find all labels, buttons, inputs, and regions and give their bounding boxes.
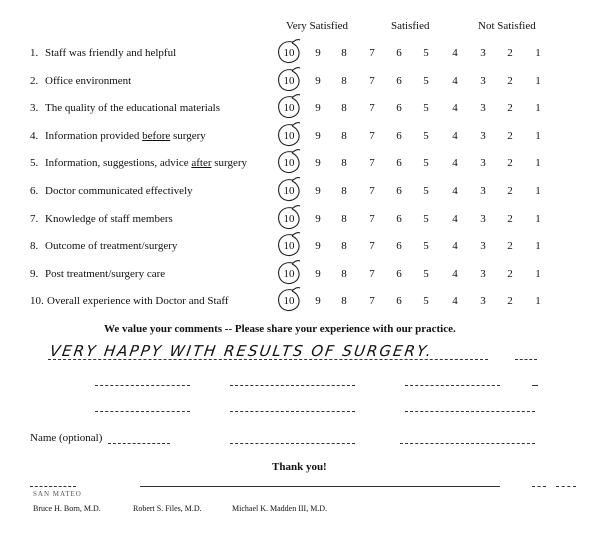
header-not-satisfied: Not Satisfied <box>478 20 536 32</box>
rating-option[interactable]: 6 <box>396 240 402 252</box>
rating-option[interactable]: 8 <box>341 213 347 225</box>
rating-option[interactable]: 1 <box>535 240 541 252</box>
question-number: 4. <box>30 130 39 142</box>
rating-option[interactable]: 9 <box>315 240 321 252</box>
rating-option[interactable]: 9 <box>315 130 321 142</box>
comment-line <box>48 359 488 360</box>
selected-circle-mark <box>271 286 305 316</box>
question-number: 1. <box>30 47 39 59</box>
rating-option[interactable]: 2 <box>507 157 513 169</box>
rating-option[interactable]: 9 <box>315 157 321 169</box>
rating-option[interactable]: 5 <box>423 295 429 307</box>
rating-option[interactable]: 2 <box>507 240 513 252</box>
header-satisfied: Satisfied <box>391 20 430 32</box>
rating-option[interactable]: 5 <box>423 213 429 225</box>
rating-option[interactable]: 9 <box>315 295 321 307</box>
comment-line <box>95 411 190 412</box>
footer-line <box>532 486 546 487</box>
rating-option[interactable]: 7 <box>369 75 375 87</box>
rating-option[interactable]: 2 <box>507 102 513 114</box>
question-text-emphasis: before <box>142 130 171 142</box>
rating-option[interactable]: 8 <box>341 130 347 142</box>
rating-option[interactable]: 1 <box>535 157 541 169</box>
comment-line <box>230 411 355 412</box>
rating-option[interactable]: 2 <box>507 213 513 225</box>
rating-option[interactable]: 6 <box>396 213 402 225</box>
handwritten-comment: VERY HAPPY WITH RESULTS OF SURGERY. <box>48 342 435 360</box>
rating-option[interactable]: 5 <box>423 268 429 280</box>
footer-line <box>556 486 576 487</box>
rating-option[interactable]: 5 <box>423 240 429 252</box>
rating-option[interactable]: 3 <box>480 157 486 169</box>
practice-name: SAN MATEO <box>33 490 82 498</box>
rating-option[interactable]: 8 <box>341 157 347 169</box>
rating-option[interactable]: 7 <box>369 130 375 142</box>
rating-option[interactable]: 1 <box>535 130 541 142</box>
rating-option[interactable]: 1 <box>535 47 541 59</box>
rating-option[interactable]: 9 <box>315 102 321 114</box>
rating-option[interactable]: 3 <box>480 268 486 280</box>
selected-circle-mark <box>271 121 305 151</box>
thank-you-text: Thank you! <box>272 461 327 473</box>
rating-option[interactable]: 4 <box>452 47 458 59</box>
rating-option[interactable]: 10 <box>283 47 295 59</box>
question-text-part: Information provided <box>45 130 143 142</box>
selected-circle-mark <box>271 204 305 234</box>
comment-line <box>532 385 538 386</box>
comment-line <box>95 385 190 386</box>
rating-option[interactable]: 10 <box>283 295 295 307</box>
rating-option[interactable]: 3 <box>480 130 486 142</box>
selected-circle-mark <box>271 231 305 261</box>
question-number: 8. <box>30 240 39 252</box>
comment-line <box>515 359 537 360</box>
question-text: Overall experience with Doctor and Staff <box>47 295 229 307</box>
rating-option[interactable]: 10 <box>283 185 295 197</box>
rating-option[interactable]: 8 <box>341 47 347 59</box>
question-text <box>45 130 206 142</box>
question-number: 5. <box>30 157 39 169</box>
question-text-emphasis: after <box>191 157 212 169</box>
rating-option[interactable]: 6 <box>396 75 402 87</box>
question-text-part: surgery <box>211 157 248 169</box>
rating-option[interactable]: 9 <box>315 268 321 280</box>
rating-option[interactable]: 6 <box>396 295 402 307</box>
comments-prompt: We value your comments -- Please share your experience with our practice. <box>104 323 456 335</box>
rating-option[interactable]: 7 <box>369 295 375 307</box>
rating-option[interactable]: 9 <box>315 75 321 87</box>
rating-option[interactable]: 6 <box>396 268 402 280</box>
rating-option[interactable]: 4 <box>452 157 458 169</box>
rating-option[interactable]: 3 <box>480 240 486 252</box>
rating-option[interactable]: 9 <box>315 47 321 59</box>
rating-option[interactable]: 4 <box>452 268 458 280</box>
question-number: 9. <box>30 268 39 280</box>
rating-option[interactable]: 3 <box>480 185 486 197</box>
selected-circle-mark <box>271 66 305 96</box>
rating-option[interactable]: 3 <box>480 47 486 59</box>
rating-option[interactable]: 3 <box>480 75 486 87</box>
rating-option[interactable]: 7 <box>369 102 375 114</box>
rating-option[interactable]: 1 <box>535 75 541 87</box>
rating-option[interactable]: 3 <box>480 102 486 114</box>
name-label: Name (optional) <box>30 432 103 444</box>
doctor-name: Michael K. Madden III, M.D. <box>232 504 328 513</box>
rating-option[interactable]: 7 <box>369 240 375 252</box>
question-text-part: surgery <box>170 130 206 142</box>
rating-option[interactable]: 9 <box>315 185 321 197</box>
rating-option[interactable]: 4 <box>452 185 458 197</box>
rating-option[interactable]: 1 <box>535 102 541 114</box>
question-text: Office environment <box>45 75 132 87</box>
doctor-name: Robert S. Files, M.D. <box>133 504 202 513</box>
rating-option[interactable]: 10 <box>283 213 295 225</box>
name-line <box>108 443 170 444</box>
rating-option[interactable]: 1 <box>535 268 541 280</box>
rating-option[interactable]: 7 <box>369 185 375 197</box>
rating-option[interactable]: 5 <box>423 47 429 59</box>
rating-option[interactable]: 5 <box>423 102 429 114</box>
rating-option[interactable]: 8 <box>341 75 347 87</box>
rating-option[interactable]: 2 <box>507 75 513 87</box>
rating-option[interactable]: 4 <box>452 240 458 252</box>
rating-option[interactable]: 6 <box>396 47 402 59</box>
rating-option[interactable]: 1 <box>535 213 541 225</box>
header-very-satisfied: Very Satisfied <box>286 20 349 32</box>
rating-option[interactable]: 8 <box>341 102 347 114</box>
rating-option[interactable]: 1 <box>535 185 541 197</box>
rating-option[interactable]: 10 <box>283 240 295 252</box>
rating-option[interactable]: 2 <box>507 185 513 197</box>
question-number: 10. <box>30 295 44 307</box>
selected-circle-mark <box>271 93 305 123</box>
selected-circle-mark <box>271 176 305 206</box>
rating-option[interactable]: 1 <box>535 295 541 307</box>
question-text: Knowledge of staff members <box>45 213 173 225</box>
rating-option[interactable]: 10 <box>283 157 295 169</box>
rating-option[interactable]: 7 <box>369 268 375 280</box>
question-text-part: Information, suggestions, advice <box>45 157 192 169</box>
rating-option[interactable]: 6 <box>396 185 402 197</box>
footer-line <box>140 486 500 487</box>
name-line <box>230 443 355 444</box>
question-number: 6. <box>30 185 39 197</box>
rating-option[interactable]: 10 <box>283 75 295 87</box>
rating-option[interactable]: 2 <box>507 47 513 59</box>
rating-option[interactable]: 5 <box>423 185 429 197</box>
rating-option[interactable]: 4 <box>452 102 458 114</box>
rating-option[interactable]: 8 <box>341 268 347 280</box>
question-number: 2. <box>30 75 39 87</box>
comment-line <box>405 385 500 386</box>
rating-option[interactable]: 2 <box>507 130 513 142</box>
rating-option[interactable]: 4 <box>452 130 458 142</box>
doctor-name: Bruce H. Born, M.D. <box>33 504 101 513</box>
rating-option[interactable]: 3 <box>480 295 486 307</box>
rating-option[interactable]: 7 <box>369 213 375 225</box>
rating-option[interactable]: 6 <box>396 102 402 114</box>
question-text: Post treatment/surgery care <box>45 268 166 280</box>
selected-circle-mark <box>271 259 305 289</box>
comment-line <box>405 411 535 412</box>
rating-option[interactable]: 8 <box>341 295 347 307</box>
question-number: 7. <box>30 213 39 225</box>
rating-option[interactable]: 5 <box>423 157 429 169</box>
question-text <box>45 157 247 169</box>
rating-option[interactable]: 10 <box>283 130 295 142</box>
question-text: Staff was friendly and helpful <box>45 47 177 59</box>
rating-option[interactable]: 6 <box>396 130 402 142</box>
rating-option[interactable]: 9 <box>315 213 321 225</box>
question-text: The quality of the educational materials <box>45 102 221 114</box>
name-line <box>400 443 535 444</box>
rating-option[interactable]: 10 <box>283 268 295 280</box>
rating-option[interactable]: 2 <box>507 268 513 280</box>
question-number: 3. <box>30 102 39 114</box>
question-text: Outcome of treatment/surgery <box>45 240 178 252</box>
rating-option[interactable]: 8 <box>341 185 347 197</box>
selected-circle-mark <box>271 38 305 68</box>
selected-circle-mark <box>271 148 305 178</box>
rating-option[interactable]: 2 <box>507 295 513 307</box>
comment-line <box>230 385 355 386</box>
rating-option[interactable]: 4 <box>452 295 458 307</box>
rating-option[interactable]: 4 <box>452 213 458 225</box>
question-text: Doctor communicated effectively <box>45 185 193 197</box>
rating-option[interactable]: 10 <box>283 102 295 114</box>
rating-option[interactable]: 3 <box>480 213 486 225</box>
rating-option[interactable]: 7 <box>369 157 375 169</box>
rating-option[interactable]: 7 <box>369 47 375 59</box>
rating-option[interactable]: 8 <box>341 240 347 252</box>
rating-option[interactable]: 6 <box>396 157 402 169</box>
rating-option[interactable]: 4 <box>452 75 458 87</box>
footer-line <box>30 486 76 487</box>
rating-option[interactable]: 5 <box>423 130 429 142</box>
rating-option[interactable]: 5 <box>423 75 429 87</box>
